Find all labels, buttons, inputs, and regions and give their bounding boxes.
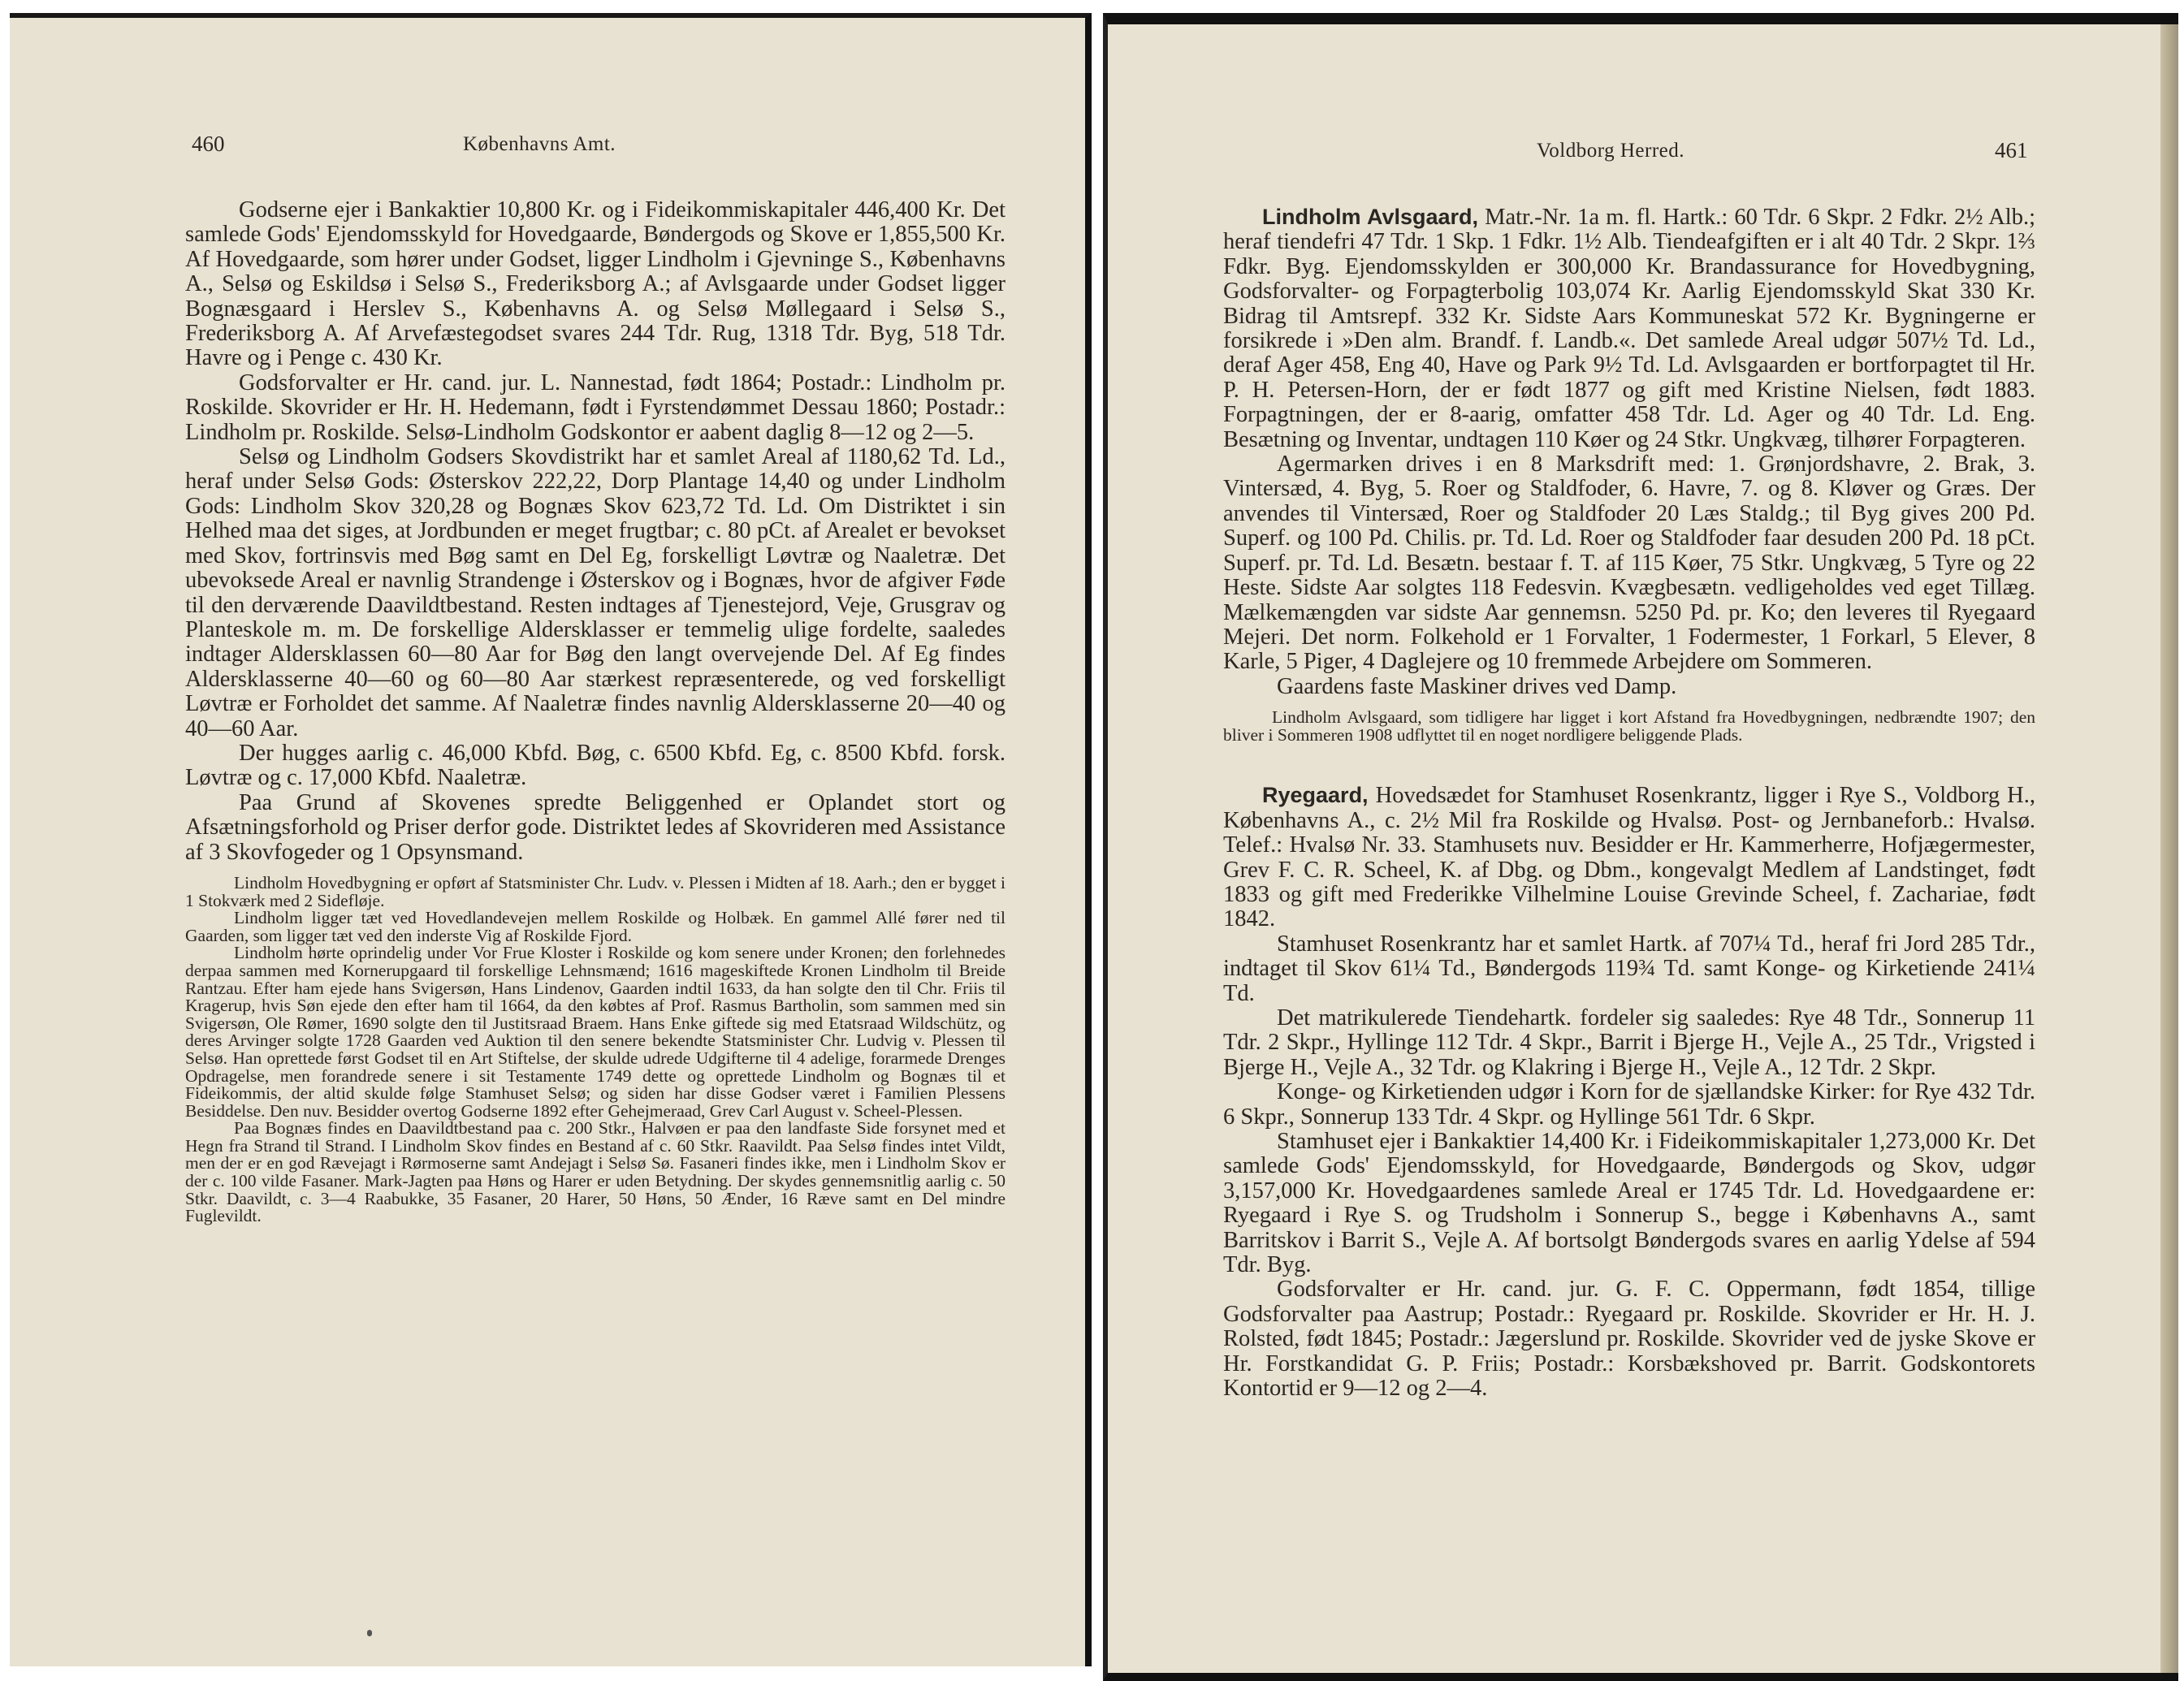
paragraph: Gaardens faste Maskiner drives ved Damp. (1277, 673, 1677, 699)
entry-heading: Ryegaard, (1262, 783, 1369, 808)
note: Lindholm Hovedbygning er opført af Statsminister Chr. Ludv. v. Plessen i Midten af 18. Aarh.; den er bygget i 1 Stokværk med 2 Sidefløje. (185, 872, 1006, 910)
paragraph (1223, 783, 2035, 931)
body-text (185, 198, 1006, 865)
paragraph: Godsforvalter er Hr. cand. jur. L. Nannestad, født 1864; Postadr.: Lindholm pr. Roskilde. Skovrider er Hr. H. Hedemann, født i Fyrstendømmet Dessau 1860; Postadr.: Lindholm pr. Roskilde. Selsø-Lindholm Godskontor er aabent daglig 8—12 og 2—5. (185, 369, 1006, 445)
running-head (10, 132, 1085, 161)
page-edge (2160, 24, 2178, 1673)
paragraph: Stamhuset Rosenkrantz har et samlet Hartk. af 707¼ Td., heraf fri Jord 285 Tdr., indtaget til Skov 61¼ Td., Bøndergods 119¾ Td. samt Konge- og Kirketiende 241¼ Td. (1223, 931, 2035, 1006)
ink-speck (367, 1630, 372, 1636)
footnotes (185, 872, 1006, 1226)
running-title: Københavns Amt. (462, 133, 616, 155)
running-title: Voldborg Herred. (1536, 140, 1685, 162)
page-number: 461 (1995, 138, 2028, 162)
left-page (10, 13, 1092, 1666)
note: Lindholm hørte oprindelig under Vor Frue Kloster i Roskilde og kom senere under Kronen; den forlehnedes derpaa sammen med Kornerupgaard til forskellige Lehnsmænd; 1616 mageskiftede Kronen Lindholm til Breide Rantzau. Efter ham ejede hans Svigersøn, Hans Lindenov, Gaarden indtil 1633, da han solgte den til Chr. Friis til Kragerup, hvis Søn ejede den efter ham til 1664, da den købtes af Prof. Rasmus Bartholin, som sammen med sin Svigersøn, Ole Rømer, 1690 solgte den til Justitsraad Braem. Hans Enke giftede sig med Etatsraad Wildschütz, og deres Arvinger solgte 1728 Gaarden ved Auktion til den senere bekendte Statsminister Chr. Ludvig v. Plessen til Selsø. Han oprettede først Godset til en Art Stiftelse, der skulde udrede Udgifterne til 4 adelige, forarmede Drenges Opdragelse, men forandrede senere i sit Testamente 1749 dette og oprettede Lindholm og Bognæs til et Fideikommis, der altid skulde følge Stamhuset Selsø; og siden har disse Godser været i Familien Plessens Besiddelse. Den nuv. Besidder overtog Godserne 1892 efter Gehejmeraad, Grev Carl August v. Scheel-Plessen. (185, 943, 1006, 1121)
paragraph-text: Hovedsædet for Stamhuset Rosenkrantz, ligger i Rye S., Voldborg H., Københavns A., c. 2½ Mil fra Roskilde og Hvalsø. Post- og Jernbaneforb.: Hvalsø. Telef.: Hvalsø Nr. 33. Stamhusets nuv. Besidder er Hr. Kammerherre, Hofjægermester, Grev F. C. R. Scheel, K. af Dbg. og Dbm., kongevalgt Medlem af Landstinget, født 1833 og gift med Frederikke Vilhelmine Louise Grevinde Scheel, f. Zachariae, født 1842. (1223, 783, 2036, 932)
footnote (1223, 709, 2035, 744)
text-column (185, 198, 1006, 1225)
lindholm-section (1223, 205, 2035, 699)
right-page (1103, 13, 2178, 1681)
text-column (1223, 205, 2035, 1401)
paragraph: Godserne ejer i Bankaktier 10,800 Kr. og i Fideikommiskapitaler 446,400 Kr. Det samlede Gods' Ejendomsskyld for Hovedgaarde, Bøndergods og Skove er 1,855,500 Kr. Af Hovedgaarde, som hører under Godset, ligger Lindholm i Gjevninge S., Københavns A., Selsø og Eskildsø i Selsø S., Frederiksborg A.; af Avlsgaarde under Godset ligger Bognæsgaard i Herslev S., Københavns A. og Selsø Møllegaard i Selsø S., Frederiksborg A. Af Arvefæstegodset svares 244 Tdr. Rug, 1318 Tdr. Byg, 518 Tdr. Havre og i Penge c. 430 Kr. (185, 197, 1006, 371)
paragraph-text: Matr.-Nr. 1a m. fl. Hartk.: 60 Tdr. 6 Skpr. 2 Fdkr. 2½ Alb.; heraf tiendefri 47 Tdr. 1 Skp. 1 Fdkr. 1½ Alb. Tiendeafgiften er i alt 40 Tdr. 2 Skpr. 1⅔ Fdkr. Byg. Ejendomsskylden er 300,000 Kr. Brandassurance for Hovedbygning, Godsforvalter- og Forpagterbolig 103,074 Kr. Aarlig Ejendomsskyld Skat 330 Kr. Bidrag til Amtsrepf. 332 Kr. Sidste Aars Kommuneskat 572 Kr. Bygningerne er forsikrede i »Den alm. Brandf. f. Landb.«. Det samlede Areal udgør 507½ Td. Ld., deraf Ager 458, Eng 40, Have og Park 9½ Td. Ld. Avlsgaarden er bortforpagtet til Hr. P. H. Petersen-Horn, der er født 1877 og gift med Kristine Nielsen, født 1883. Forpagtningen, der er 8-aarig, omfatter 458 Tdr. Ld. Ager og 40 Tdr. Ld. Eng. Besætning og Inventar, undtagen 110 Køer og 24 Stkr. Ungkvæg, tilhører Forpagteren. (1223, 205, 2035, 452)
running-head (1108, 138, 2178, 167)
paragraph: Godsforvalter er Hr. cand. jur. G. F. C. Oppermann, født 1854, tillige Godsforvalter paa Aastrup; Postadr.: Ryegaard pr. Roskilde. Skovrider er Hr. H. J. Rolsted, født 1845; Postadr.: Jægerslund pr. Roskilde. Skovrider ved de jyske Skove er Hr. Forstkandidat G. P. Friis; Postadr.: Korsbækshoved pr. Barrit. Godskontorets Kontortid er 9—12 og 2—4. (1223, 1277, 2035, 1402)
paragraph: Paa Grund af Skovenes spredte Beliggenhed er Oplandet stort og Afsætningsforhold og Priser derfor gode. Distriktet ledes af Skovrideren med Assistance af 3 Skovfogeder og 1 Opsynsmand. (185, 789, 1006, 865)
ryegaard-section (1223, 783, 2035, 1401)
paragraph: Selsø og Lindholm Godsers Skovdistrikt har et samlet Areal af 1180,62 Td. Ld., heraf under Selsø Gods: Østerskov 222,22, Dorp Plantage 14,40 og under Lindholm Gods: Lindholm Skov 320,28 og Bognæs Skov 623,72 Td. Ld. Om Distriktet i sin Helhed maa det siges, at Jordbunden er meget frugtbar; c. 80 pCt. af Arealet er bevokset med Skov, fortrinsvis med Bøg samt en Del Eg, forskelligt Løvtræ og Naaletræ. Det ubevoksede Areal er navnlig Strandenge i Østerskov og i Bognæs, hvor de afgiver Føde til den derværende Daavildtbestand. Resten indtages af Tjenestejord, Veje, Grusgrav og Planteskole m. m. De forskellige Aldersklasser er temmelig ulige fordelte, saaledes indtager Aldersklassen 60—80 Aar for Bøg den langt overvejende Del. Af Eg findes Aldersklasserne 40—60 og 60—80 Aar stærkest repræsenterede, og ved forskelligt Løvtræ er Forholdet det samme. Af Naaletræ findes navnlig Aldersklasserne 20—40 og 40—60 Aar. (185, 444, 1006, 741)
note: Lindholm Avlsgaard, som tidligere har ligget i kort Afstand fra Hovedbygningen, nedbrændte 1907; den bliver i Sommeren 1908 udflyttet til en noget nordligere beliggende Plads. (1223, 707, 2035, 745)
page-number: 460 (192, 132, 225, 156)
note: Paa Bognæs findes en Daavildtbestand paa c. 200 Stkr., Halvøen er paa den landfaste Side forsynet med et Hegn fra Strand til Strand. I Lindholm Skov findes en Bestand af c. 60 Stkr. Raavildt. Paa Selsø findes intet Vildt, men der er en god Rævejagt i Rørmoserne samt Andejagt i Selsø Sø. Fasaneri findes ikke, men i Lindholm Skov er der c. 100 vilde Fasaner. Mark-Jagten paa Høns og Harer er uden Betydning. Der skydes gennemsnitlig aarlig c. 50 Stkr. Daavildt, c. 3—4 Raabukke, 35 Fasaner, 20 Harer, 50 Høns, 50 Ænder, 16 Ræve samt en Del mindre Fuglevildt. (185, 1118, 1006, 1226)
paragraph: Stamhuset ejer i Bankaktier 14,400 Kr. i Fideikommiskapitaler 1,273,000 Kr. Det samlede Gods' Ejendomsskyld, for Hovedgaarde, Bøndergods og Skov, udgør 3,157,000 Kr. Hovedgaardenes samlede Areal er 1745 Tdr. Ld. Hovedgaardene er: Ryegaard i Rye S. og Trudsholm i Sonnerup S., begge i Københavns A., samt Barritskov i Barrit S., Vejle A. Af bortsolgt Bøndergods svares en aarlig Ydelse af 594 Tdr. Byg. (1223, 1129, 2035, 1278)
paragraph: Der hugges aarlig c. 46,000 Kbfd. Bøg, c. 6500 Kbfd. Eg, c. 8500 Kbfd. forsk. Løvtræ og c. 17,000 Kbfd. Naaletræ. (185, 740, 1006, 791)
paragraph: Konge- og Kirketienden udgør i Korn for de sjællandske Kirker: for Rye 432 Tdr. 6 Skpr., Sonnerup 133 Tdr. 4 Skpr. og Hyllinge 561 Tdr. 6 Skpr. (1223, 1079, 2035, 1130)
entry-heading: Lindholm Avlsgaard, (1262, 205, 1479, 229)
paragraph: Det matrikulerede Tiendehartk. fordeler sig saaledes: Rye 48 Tdr., Sonnerup 11 Tdr. 2 Skpr., Hyllinge 112 Tdr. 4 Skpr., Barrit i Bjerge H., Vejle A., 25 Tdr., Vrigsted i Bjerge H., Vejle A., 32 Tdr. og Klakring i Bjerge H., Vejle A., 12 Tdr. 2 Skpr. (1223, 1005, 2035, 1080)
note: Lindholm ligger tæt ved Hovedlandevejen mellem Roskilde og Holbæk. En gammel Allé fører ned til Gaarden, som ligger tæt ved den inderste Vig af Roskilde Fjord. (185, 908, 1006, 945)
paragraph (1223, 205, 2035, 452)
paragraph: Agermarken drives i en 8 Marksdrift med: 1. Grønjordshavre, 2. Brak, 3. Vintersæd, 4. Byg, 5. Roer og Staldfoder, 6. Havre, 7. og 8. Kløver og Græs. Der anvendes til Vintersæd, Roer og Staldfoder 20 Læs Staldg.; til Byg gives 200 Pd. Superf. og 100 Pd. Chilis. pr. Td. Ld. Roer og Staldfoder faar desuden 200 Pd. 18 pCt. Superf. pr. Td. Ld. Besætn. bestaar f. T. af 115 Køer, 75 Stkr. Ungkvæg, 5 Tyre og 22 Heste. Sidste Aar solgtes 118 Fedesvin. Kvægbesætn. vedligeholdes ved eget Tillæg. Mælkemængden var sidste Aar gennemsn. 5250 Pd. pr. Ko; den leveres til Ryegaard Mejeri. Det norm. Folkehold er 1 Forvalter, 1 Fodermester, 1 Forkarl, 5 Elever, 8 Karle, 5 Piger, 4 Daglejere og 10 fremmede Arbejdere om Sommeren. (1223, 452, 2035, 675)
